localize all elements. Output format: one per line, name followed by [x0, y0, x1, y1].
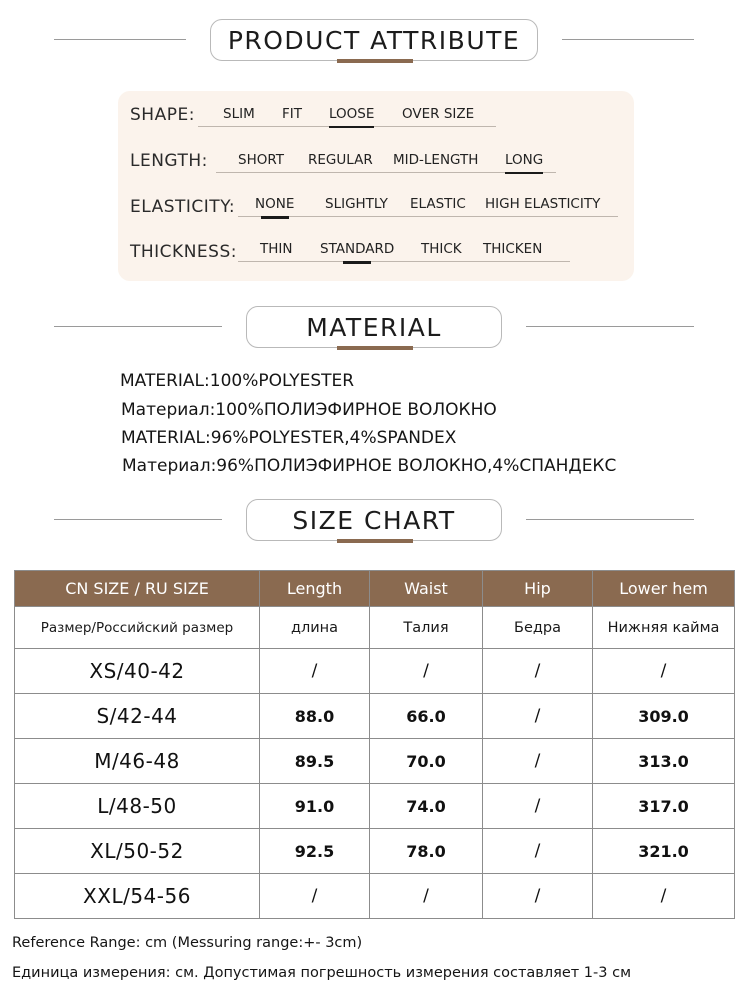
- title-accent-bar: [337, 346, 413, 350]
- cell-size: XS/40-42: [15, 649, 260, 694]
- section-header-size-chart: [0, 499, 750, 559]
- cell-hip: /: [483, 649, 593, 694]
- cell-waist: /: [370, 649, 483, 694]
- attribute-option: REGULAR: [308, 152, 373, 168]
- divider-left: [54, 326, 222, 327]
- cell-hip: /: [483, 874, 593, 919]
- ru-header-length: длина: [260, 607, 370, 649]
- cell-hip: /: [483, 739, 593, 784]
- cell-length: /: [260, 649, 370, 694]
- attribute-underline: [238, 261, 570, 262]
- ru-header-size: Размер/Российский размер: [15, 607, 260, 649]
- table-row: [15, 649, 735, 694]
- attribute-option: SLIGHTLY: [325, 196, 388, 212]
- attribute-label: LENGTH:: [130, 151, 208, 171]
- footnote-ru-measurement: Единица измерения: см. Допустимая погрешность измерения составляет 1-3 см: [12, 965, 632, 981]
- table-row: [15, 739, 735, 784]
- material-label: MATERIAL:: [120, 371, 210, 391]
- attribute-label: SHAPE:: [130, 105, 195, 125]
- attribute-option: FIT: [282, 106, 302, 122]
- material-label: Материал:: [122, 456, 217, 476]
- material-label: MATERIAL:: [121, 428, 211, 448]
- attribute-option: HIGH ELASTICITY: [485, 196, 601, 212]
- material-line: [122, 456, 616, 476]
- cell-waist: 70.0: [370, 739, 483, 784]
- cell-length: /: [260, 874, 370, 919]
- attribute-option-selected: LOOSE: [329, 106, 375, 122]
- ru-header-hip: Бедра: [483, 607, 593, 649]
- table-row: [15, 874, 735, 919]
- table-row: [15, 784, 735, 829]
- attribute-option: SLIM: [223, 106, 255, 122]
- cell-waist: 66.0: [370, 694, 483, 739]
- cell-length: 91.0: [260, 784, 370, 829]
- header-waist: Waist: [370, 571, 483, 607]
- attribute-option: THICK: [421, 241, 462, 257]
- cell-lower-hem: /: [593, 874, 735, 919]
- cell-lower-hem: /: [593, 649, 735, 694]
- table-row: [15, 829, 735, 874]
- size-chart-table: [14, 570, 735, 919]
- cell-hip: /: [483, 784, 593, 829]
- attribute-option: OVER SIZE: [402, 106, 475, 122]
- cell-size: XL/50-52: [15, 829, 260, 874]
- product-attribute-panel: [118, 91, 634, 281]
- section-title: SIZE CHART: [246, 499, 502, 541]
- material-line: [121, 400, 497, 420]
- material-value: 96%ПОЛИЭФИРНОЕ ВОЛОКНО,4%СПАНДЕКС: [216, 456, 617, 476]
- attribute-option: ELASTIC: [410, 196, 466, 212]
- ru-header-waist: Талия: [370, 607, 483, 649]
- material-label: Материал:: [121, 400, 216, 420]
- cell-size: L/48-50: [15, 784, 260, 829]
- attribute-option: THIN: [260, 241, 293, 257]
- attribute-underline: [238, 216, 618, 217]
- attribute-row-elasticity: [118, 193, 634, 233]
- cell-hip: /: [483, 694, 593, 739]
- attribute-option-selected: LONG: [505, 152, 544, 168]
- cell-size: S/42-44: [15, 694, 260, 739]
- cell-lower-hem: 317.0: [593, 784, 735, 829]
- cell-hip: /: [483, 829, 593, 874]
- attribute-option: SHORT: [238, 152, 284, 168]
- attribute-option-selected: NONE: [255, 196, 295, 212]
- title-accent-bar: [337, 59, 413, 63]
- cell-waist: /: [370, 874, 483, 919]
- divider-right: [562, 39, 694, 40]
- cell-size: XXL/54-56: [15, 874, 260, 919]
- attribute-option-selected: STANDARD: [320, 241, 395, 257]
- divider-right: [526, 519, 694, 520]
- cell-lower-hem: 321.0: [593, 829, 735, 874]
- attribute-row-length: [118, 149, 634, 189]
- material-value: 100%ПОЛИЭФИРНОЕ ВОЛОКНО: [215, 400, 497, 420]
- attribute-label: ELASTICITY:: [130, 197, 236, 217]
- cell-size: M/46-48: [15, 739, 260, 784]
- header-hip: Hip: [483, 571, 593, 607]
- table-header-row: [15, 571, 735, 607]
- divider-right: [526, 326, 694, 327]
- section-title: MATERIAL: [246, 306, 502, 348]
- ru-header-lower-hem: Нижняя кайма: [593, 607, 735, 649]
- table-ru-header-row: [15, 607, 735, 649]
- material-line: [120, 371, 354, 391]
- cell-lower-hem: 309.0: [593, 694, 735, 739]
- section-header-product-attribute: [0, 19, 750, 79]
- cell-waist: 74.0: [370, 784, 483, 829]
- cell-waist: 78.0: [370, 829, 483, 874]
- attribute-row-thickness: [118, 238, 634, 278]
- attribute-option: MID-LENGTH: [393, 152, 479, 168]
- footnote-reference-range: Reference Range: cm (Messuring range:+- 3cm): [12, 935, 363, 951]
- material-line: [121, 428, 456, 448]
- cell-length: 89.5: [260, 739, 370, 784]
- attribute-label: THICKNESS:: [130, 242, 237, 262]
- material-value: 96%POLYESTER,4%SPANDEX: [210, 428, 457, 448]
- header-length: Length: [260, 571, 370, 607]
- divider-left: [54, 519, 222, 520]
- divider-left: [54, 39, 186, 40]
- material-value: 100%POLYESTER: [209, 371, 355, 391]
- table-row: [15, 694, 735, 739]
- header-cn-ru-size: CN SIZE / RU SIZE: [15, 571, 260, 607]
- cell-lower-hem: 313.0: [593, 739, 735, 784]
- cell-length: 92.5: [260, 829, 370, 874]
- title-accent-bar: [337, 539, 413, 543]
- cell-length: 88.0: [260, 694, 370, 739]
- attribute-option: THICKEN: [483, 241, 543, 257]
- section-header-material: [0, 306, 750, 366]
- attribute-row-shape: [118, 103, 634, 143]
- header-lower-hem: Lower hem: [593, 571, 735, 607]
- section-title: PRODUCT ATTRIBUTE: [210, 19, 538, 61]
